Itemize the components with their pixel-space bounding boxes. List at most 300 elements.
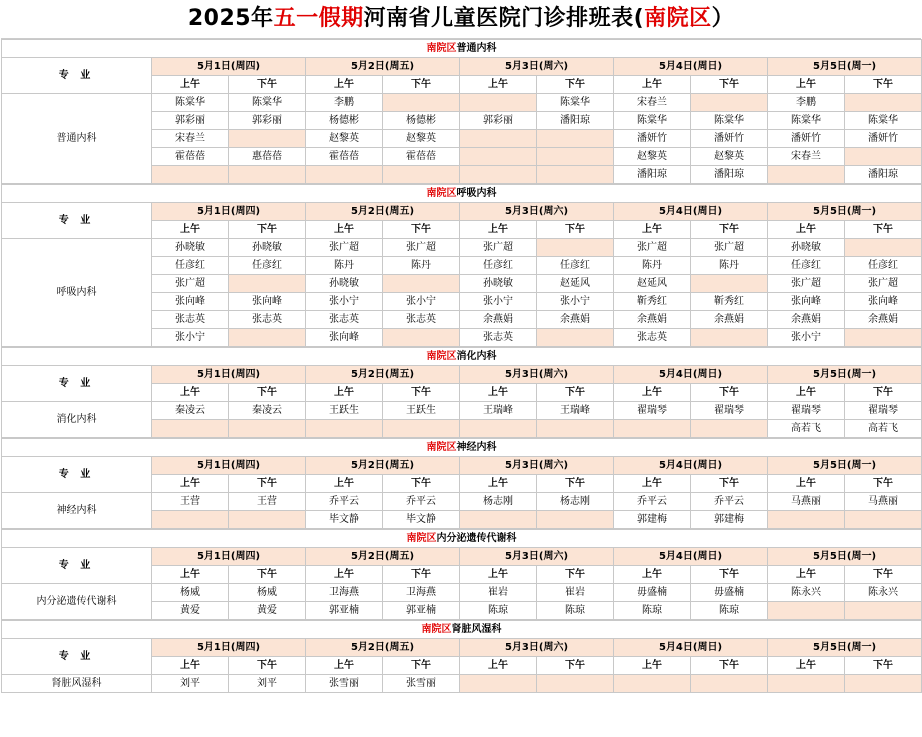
am-header: 上午 (768, 657, 845, 675)
doctor-cell (845, 602, 922, 620)
title-holiday: 五一假期 (273, 6, 364, 31)
specialty-header: 专 业 (2, 639, 152, 675)
am-header: 上午 (460, 76, 537, 94)
doctor-cell (229, 420, 306, 438)
doctor-cell (460, 420, 537, 438)
doctor-cell: 张向峰 (152, 293, 229, 311)
doctor-cell: 张小宁 (383, 293, 460, 311)
doctor-cell: 李鹏 (768, 94, 845, 112)
doctor-cell (614, 675, 691, 693)
doctor-cell: 张广超 (152, 275, 229, 293)
doctor-cell: 任彦红 (460, 257, 537, 275)
doctor-cell: 陈琼 (691, 602, 768, 620)
doctor-cell: 孙晓敏 (768, 239, 845, 257)
doctor-cell: 任彦红 (845, 257, 922, 275)
section-table (1, 39, 922, 184)
day-header: 5月4日(周日) (614, 548, 768, 566)
section-title (2, 621, 922, 639)
day-header: 5月5日(周一) (768, 58, 922, 76)
day-header: 5月5日(周一) (768, 366, 922, 384)
doctor-cell (306, 166, 383, 184)
am-header: 上午 (152, 566, 229, 584)
title-suffix: ） (711, 6, 735, 31)
doctor-cell: 张志英 (152, 311, 229, 329)
doctor-cell: 马燕丽 (768, 493, 845, 511)
am-header: 上午 (768, 566, 845, 584)
doctor-cell: 任彦红 (768, 257, 845, 275)
doctor-cell: 陈丹 (383, 257, 460, 275)
doctor-cell (460, 130, 537, 148)
doctor-cell: 余燕娟 (537, 311, 614, 329)
section-table (1, 347, 922, 438)
doctor-cell: 高若飞 (768, 420, 845, 438)
doctor-cell (383, 94, 460, 112)
pm-header: 下午 (383, 566, 460, 584)
doctor-cell: 张小宁 (152, 329, 229, 347)
table-row (2, 402, 922, 420)
specialty-header: 专 业 (2, 203, 152, 239)
doctor-cell: 乔平云 (306, 493, 383, 511)
day-header: 5月4日(周日) (614, 639, 768, 657)
doctor-cell: 张广超 (460, 239, 537, 257)
am-header: 上午 (152, 657, 229, 675)
day-header: 5月5日(周一) (768, 639, 922, 657)
doctor-cell (537, 148, 614, 166)
doctor-cell: 张广超 (306, 239, 383, 257)
am-header: 上午 (306, 657, 383, 675)
dept-name: 普通内科 (2, 94, 152, 184)
day-header: 5月4日(周日) (614, 203, 768, 221)
day-header: 5月5日(周一) (768, 548, 922, 566)
doctor-cell: 张小宁 (460, 293, 537, 311)
doctor-cell: 卫海燕 (383, 584, 460, 602)
doctor-cell (691, 675, 768, 693)
doctor-cell: 秦凌云 (152, 402, 229, 420)
doctor-cell: 秦凌云 (229, 402, 306, 420)
pm-header: 下午 (537, 221, 614, 239)
title-prefix: 2025年 (187, 6, 274, 31)
section-table (1, 438, 922, 529)
doctor-cell: 郭彩丽 (152, 112, 229, 130)
doctor-cell: 宋春兰 (768, 148, 845, 166)
doctor-cell (537, 130, 614, 148)
doctor-cell: 郭亚楠 (383, 602, 460, 620)
doctor-cell: 赵黎英 (691, 148, 768, 166)
doctor-cell (229, 329, 306, 347)
doctor-cell: 余燕娟 (460, 311, 537, 329)
doctor-cell: 王营 (152, 493, 229, 511)
doctor-cell: 高若飞 (845, 420, 922, 438)
section-name: 神经内科 (456, 441, 497, 453)
doctor-cell: 张小宁 (306, 293, 383, 311)
doctor-cell: 潘妍竹 (845, 130, 922, 148)
doctor-cell: 杨威 (229, 584, 306, 602)
am-header: 上午 (152, 384, 229, 402)
section-name: 肾脏风湿科 (451, 623, 502, 635)
pm-header: 下午 (229, 475, 306, 493)
table-row (2, 584, 922, 602)
section-title (2, 348, 922, 366)
pm-header: 下午 (383, 76, 460, 94)
doctor-cell: 赵黎英 (306, 130, 383, 148)
doctor-cell (152, 511, 229, 529)
doctor-cell: 陈棠华 (768, 112, 845, 130)
pm-header: 下午 (845, 566, 922, 584)
day-header: 5月1日(周四) (152, 457, 306, 475)
doctor-cell (691, 420, 768, 438)
doctor-cell (229, 511, 306, 529)
doctor-cell: 任彦红 (152, 257, 229, 275)
doctor-cell (845, 239, 922, 257)
am-header: 上午 (306, 384, 383, 402)
doctor-cell: 陈棠华 (537, 94, 614, 112)
doctor-cell (460, 148, 537, 166)
doctor-cell: 毕文静 (306, 511, 383, 529)
doctor-cell: 陈永兴 (768, 584, 845, 602)
am-header: 上午 (768, 384, 845, 402)
doctor-cell: 余燕娟 (845, 311, 922, 329)
am-header: 上午 (152, 76, 229, 94)
doctor-cell: 霍蓓蓓 (383, 148, 460, 166)
doctor-cell: 潘妍竹 (691, 130, 768, 148)
section-title (2, 40, 922, 58)
am-header: 上午 (614, 384, 691, 402)
doctor-cell (845, 148, 922, 166)
title-main: 河南省儿童医院门诊排班表( (363, 6, 645, 31)
doctor-cell: 刘平 (229, 675, 306, 693)
doctor-cell: 孙晓敏 (460, 275, 537, 293)
am-header: 上午 (306, 475, 383, 493)
day-header: 5月2日(周五) (306, 639, 460, 657)
day-header: 5月1日(周四) (152, 548, 306, 566)
am-header: 上午 (152, 221, 229, 239)
doctor-cell: 杨威 (152, 584, 229, 602)
day-header: 5月5日(周一) (768, 457, 922, 475)
doctor-cell (460, 511, 537, 529)
doctor-cell: 陈琼 (537, 602, 614, 620)
pm-header: 下午 (537, 384, 614, 402)
doctor-cell: 宋春兰 (614, 94, 691, 112)
doctor-cell: 张向峰 (229, 293, 306, 311)
doctor-cell: 张志英 (383, 311, 460, 329)
dept-name: 呼吸内科 (2, 239, 152, 347)
specialty-header: 专 业 (2, 366, 152, 402)
day-header: 5月3日(周六) (460, 639, 614, 657)
pm-header: 下午 (845, 221, 922, 239)
doctor-cell: 王瑞峰 (460, 402, 537, 420)
table-row (2, 675, 922, 693)
day-header: 5月3日(周六) (460, 548, 614, 566)
specialty-header: 专 业 (2, 58, 152, 94)
doctor-cell: 张广超 (614, 239, 691, 257)
doctor-cell: 张志英 (460, 329, 537, 347)
pm-header: 下午 (845, 657, 922, 675)
doctor-cell: 靳秀红 (691, 293, 768, 311)
doctor-cell (537, 420, 614, 438)
pm-header: 下午 (229, 221, 306, 239)
doctor-cell: 陈永兴 (845, 584, 922, 602)
pm-header: 下午 (229, 76, 306, 94)
doctor-cell: 翟瑞琴 (691, 402, 768, 420)
doctor-cell: 孙晓敏 (229, 239, 306, 257)
doctor-cell: 郭建梅 (614, 511, 691, 529)
doctor-cell: 毕文静 (383, 511, 460, 529)
am-header: 上午 (460, 475, 537, 493)
section-name: 呼吸内科 (456, 187, 497, 199)
am-header: 上午 (614, 76, 691, 94)
doctor-cell: 郭彩丽 (229, 112, 306, 130)
day-header: 5月1日(周四) (152, 203, 306, 221)
section-district: 南院区 (421, 623, 452, 635)
day-header: 5月1日(周四) (152, 58, 306, 76)
doctor-cell: 黄爱 (152, 602, 229, 620)
am-header: 上午 (460, 657, 537, 675)
am-header: 上午 (460, 384, 537, 402)
doctor-cell: 张向峰 (768, 293, 845, 311)
pm-header: 下午 (691, 384, 768, 402)
pm-header: 下午 (383, 384, 460, 402)
doctor-cell: 王跃生 (306, 402, 383, 420)
doctor-cell (691, 275, 768, 293)
doctor-cell: 陈丹 (691, 257, 768, 275)
pm-header: 下午 (691, 221, 768, 239)
doctor-cell: 张向峰 (845, 293, 922, 311)
pm-header: 下午 (229, 384, 306, 402)
doctor-cell: 陈棠华 (691, 112, 768, 130)
dept-name: 肾脏风湿科 (2, 675, 152, 693)
section-name: 普通内科 (456, 42, 497, 54)
doctor-cell: 张小宁 (537, 293, 614, 311)
section-table (1, 184, 922, 347)
doctor-cell: 任彦红 (229, 257, 306, 275)
doctor-cell (229, 166, 306, 184)
section-name: 内分泌遗传代谢科 (436, 532, 517, 544)
schedule-sections (1, 39, 921, 693)
day-header: 5月5日(周一) (768, 203, 922, 221)
doctor-cell (383, 275, 460, 293)
doctor-cell: 潘阳琼 (537, 112, 614, 130)
section-district: 南院区 (426, 187, 457, 199)
section-name: 消化内科 (456, 350, 497, 362)
doctor-cell: 杨志刚 (537, 493, 614, 511)
pm-header: 下午 (845, 76, 922, 94)
doctor-cell (768, 602, 845, 620)
doctor-cell: 张志英 (229, 311, 306, 329)
doctor-cell: 郭彩丽 (460, 112, 537, 130)
doctor-cell: 陈棠华 (845, 112, 922, 130)
section-title (2, 530, 922, 548)
day-header: 5月4日(周日) (614, 58, 768, 76)
day-header: 5月1日(周四) (152, 366, 306, 384)
am-header: 上午 (614, 221, 691, 239)
doctor-cell: 惠蓓蓓 (229, 148, 306, 166)
doctor-cell (537, 511, 614, 529)
pm-header: 下午 (537, 566, 614, 584)
doctor-cell: 任彦红 (537, 257, 614, 275)
day-header: 5月2日(周五) (306, 366, 460, 384)
dept-name: 神经内科 (2, 493, 152, 529)
doctor-cell: 王营 (229, 493, 306, 511)
table-row (2, 493, 922, 511)
doctor-cell: 潘阳琼 (614, 166, 691, 184)
pm-header: 下午 (691, 76, 768, 94)
pm-header: 下午 (691, 475, 768, 493)
am-header: 上午 (306, 566, 383, 584)
am-header: 上午 (614, 566, 691, 584)
doctor-cell: 潘妍竹 (614, 130, 691, 148)
doctor-cell: 赵黎英 (614, 148, 691, 166)
day-header: 5月2日(周五) (306, 58, 460, 76)
am-header: 上午 (768, 76, 845, 94)
day-header: 5月1日(周四) (152, 639, 306, 657)
doctor-cell: 陈丹 (614, 257, 691, 275)
pm-header: 下午 (691, 566, 768, 584)
schedule-page (1, 0, 921, 693)
doctor-cell: 乔平云 (691, 493, 768, 511)
doctor-cell: 杨德彬 (306, 112, 383, 130)
doctor-cell (768, 511, 845, 529)
doctor-cell (845, 329, 922, 347)
pm-header: 下午 (229, 657, 306, 675)
doctor-cell: 张小宁 (768, 329, 845, 347)
doctor-cell (460, 94, 537, 112)
doctor-cell: 郭建梅 (691, 511, 768, 529)
doctor-cell: 孙晓敏 (306, 275, 383, 293)
doctor-cell: 张向峰 (306, 329, 383, 347)
doctor-cell (152, 420, 229, 438)
doctor-cell (537, 166, 614, 184)
doctor-cell: 翟瑞琴 (614, 402, 691, 420)
dept-name: 内分泌遗传代谢科 (2, 584, 152, 620)
doctor-cell: 赵延风 (537, 275, 614, 293)
day-header: 5月4日(周日) (614, 457, 768, 475)
doctor-cell (691, 329, 768, 347)
pm-header: 下午 (537, 475, 614, 493)
pm-header: 下午 (383, 657, 460, 675)
day-header: 5月3日(周六) (460, 58, 614, 76)
doctor-cell: 潘阳琼 (845, 166, 922, 184)
doctor-cell (537, 675, 614, 693)
section-title (2, 185, 922, 203)
doctor-cell: 张广超 (845, 275, 922, 293)
doctor-cell (537, 329, 614, 347)
doctor-cell: 余燕娟 (691, 311, 768, 329)
doctor-cell: 宋春兰 (152, 130, 229, 148)
doctor-cell: 余燕娟 (768, 311, 845, 329)
doctor-cell: 马燕丽 (845, 493, 922, 511)
am-header: 上午 (306, 76, 383, 94)
doctor-cell (691, 94, 768, 112)
section-district: 南院区 (406, 532, 437, 544)
doctor-cell: 张广超 (691, 239, 768, 257)
pm-header: 下午 (845, 475, 922, 493)
doctor-cell: 陈棠华 (152, 94, 229, 112)
doctor-cell: 毋盛楠 (614, 584, 691, 602)
doctor-cell: 翟瑞琴 (845, 402, 922, 420)
section-table (1, 620, 922, 693)
doctor-cell: 李鹏 (306, 94, 383, 112)
table-row (2, 94, 922, 112)
doctor-cell (845, 511, 922, 529)
doctor-cell: 毋盛楠 (691, 584, 768, 602)
pm-header: 下午 (383, 221, 460, 239)
day-header: 5月2日(周五) (306, 457, 460, 475)
doctor-cell: 郭亚楠 (306, 602, 383, 620)
doctor-cell (383, 420, 460, 438)
doctor-cell: 张雪丽 (383, 675, 460, 693)
doctor-cell (229, 130, 306, 148)
pm-header: 下午 (537, 657, 614, 675)
table-row (2, 239, 922, 257)
doctor-cell: 张志英 (614, 329, 691, 347)
am-header: 上午 (614, 657, 691, 675)
doctor-cell: 杨志刚 (460, 493, 537, 511)
doctor-cell: 王跃生 (383, 402, 460, 420)
doctor-cell: 崔岩 (537, 584, 614, 602)
doctor-cell: 崔岩 (460, 584, 537, 602)
doctor-cell: 陈琼 (614, 602, 691, 620)
doctor-cell: 乔平云 (383, 493, 460, 511)
am-header: 上午 (152, 475, 229, 493)
doctor-cell: 霍蓓蓓 (306, 148, 383, 166)
doctor-cell: 杨德彬 (383, 112, 460, 130)
day-header: 5月4日(周日) (614, 366, 768, 384)
doctor-cell: 张雪丽 (306, 675, 383, 693)
section-district: 南院区 (426, 441, 457, 453)
doctor-cell: 张志英 (306, 311, 383, 329)
pm-header: 下午 (229, 566, 306, 584)
doctor-cell: 卫海燕 (306, 584, 383, 602)
pm-header: 下午 (845, 384, 922, 402)
am-header: 上午 (614, 475, 691, 493)
day-header: 5月2日(周五) (306, 548, 460, 566)
section-district: 南院区 (426, 42, 457, 54)
pm-header: 下午 (537, 76, 614, 94)
doctor-cell (537, 239, 614, 257)
pm-header: 下午 (383, 475, 460, 493)
doctor-cell: 黄爱 (229, 602, 306, 620)
day-header: 5月3日(周六) (460, 366, 614, 384)
doctor-cell: 余燕娟 (614, 311, 691, 329)
section-table (1, 529, 922, 620)
doctor-cell (383, 329, 460, 347)
doctor-cell: 翟瑞琴 (768, 402, 845, 420)
day-header: 5月3日(周六) (460, 457, 614, 475)
doctor-cell: 张广超 (383, 239, 460, 257)
specialty-header: 专 业 (2, 548, 152, 584)
section-title (2, 439, 922, 457)
doctor-cell: 孙晓敏 (152, 239, 229, 257)
doctor-cell: 陈琼 (460, 602, 537, 620)
doctor-cell (383, 166, 460, 184)
title-district: 南院区 (644, 6, 712, 31)
day-header: 5月3日(周六) (460, 203, 614, 221)
doctor-cell (460, 675, 537, 693)
am-header: 上午 (460, 566, 537, 584)
day-header: 5月2日(周五) (306, 203, 460, 221)
doctor-cell: 乔平云 (614, 493, 691, 511)
am-header: 上午 (460, 221, 537, 239)
page-title (1, 0, 921, 39)
doctor-cell: 陈棠华 (614, 112, 691, 130)
doctor-cell: 靳秀红 (614, 293, 691, 311)
doctor-cell (306, 420, 383, 438)
doctor-cell (460, 166, 537, 184)
doctor-cell (845, 94, 922, 112)
doctor-cell: 赵延风 (614, 275, 691, 293)
doctor-cell (614, 420, 691, 438)
am-header: 上午 (768, 475, 845, 493)
